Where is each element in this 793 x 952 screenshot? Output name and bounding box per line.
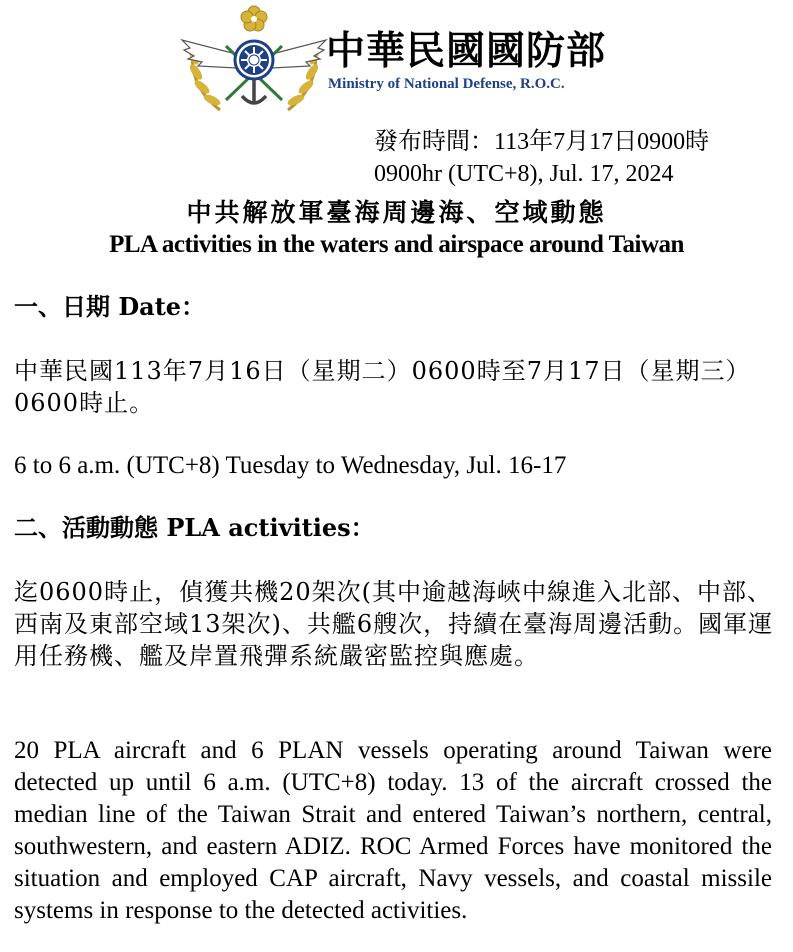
release-time-cn: 發布時間：113年7月17日0900時 [374, 129, 710, 155]
section-date-cn: 中華民國113年7月16日（星期二）0600時至7月17日（星期三）0600時止。 [14, 357, 751, 417]
title-cn: 中共解放軍臺海周邊海、空域動態 [186, 198, 607, 227]
org-name-en: Ministry of National Defense, R.O.C. [328, 76, 565, 92]
title-en: PLA activities in the waters and airspace around Taiwan [109, 231, 684, 258]
section-activities-en: 20 PLA aircraft and 6 PLAN vessels operating around Taiwan were detected up until 6 a.m. (UTC+8) today. 13 of the aircraft crossed the median line of the Taiwan Strait and entered Taiwan’s northern, central, southwestern, and eastern ADIZ. ROC Armed Forces have monitored the situation and employed CAP aircraft, Navy vessels, and coastal missile systems in response to the detected activities. [14, 737, 772, 924]
section-date-heading: 一、日期 Date： [14, 292, 206, 321]
org-name-cn: 中華民國國防部 [326, 29, 607, 74]
section-date-en: 6 to 6 a.m. (UTC+8) Tuesday to Wednesday, Jul. 16-17 [14, 452, 567, 479]
section-activities-cn: 迄0600時止，偵獲共機20架次(其中逾越海峽中線進入北部、中部、西南及東部空域13架次)、共艦6艘次，持續在臺海周邊活動。國軍運用任務機、艦及岸置飛彈系統嚴密監控與應處。 [14, 578, 774, 670]
section-activities-heading: 二、活動動態 PLA activities： [14, 513, 375, 542]
mnd-emblem-icon [180, 4, 328, 116]
release-time-en: 0900hr (UTC+8), Jul. 17, 2024 [374, 161, 674, 187]
